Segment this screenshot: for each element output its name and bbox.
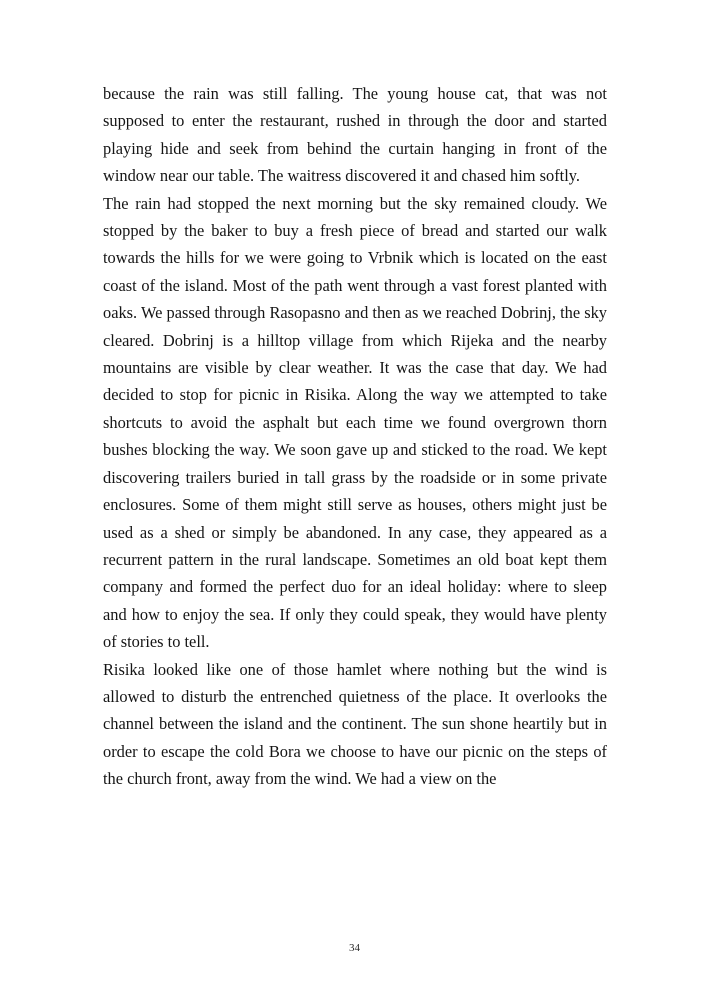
paragraph: because the rain was still falling. The young house cat, that was not supposed to enter the restaurant, rushed in through the door and started playing hide and seek from behind the curtain hanging in front of the window near our table. The waitress discovered it and chased him softly. [103, 84, 607, 186]
body-text-column [103, 80, 607, 793]
page-number: 34 [349, 942, 360, 954]
paragraph: Risika looked like one of those hamlet where nothing but the wind is allowed to disturb the entrenched quietness of the place. It overlooks the channel between the island and the continent. The sun shone heartily but in order to escape the cold Bora we choose to have our picnic on the steps of the church front, away from the wind. We had a view on the [103, 659, 607, 789]
paragraph: The rain had stopped the next morning but the sky remained cloudy. We stopped by the baker to buy a fresh piece of bread and started our walk towards the hills for we were going to Vrbnik which is located on the east coast of the island. Most of the path went through a vast forest planted with oaks. We passed through Rasopasno and then as we reached Dobrinj, the sky cleared. Dobrinj is a hilltop village from which Rijeka and the nearby mountains are visible by clear weather. It was the case that day. We had decided to stop for picnic in Risika. Along the way we attempted to take shortcuts to avoid the asphalt but each time we found overgrown thorn bushes blocking the way. We soon gave up and sticked to the road. We kept discovering trailers buried in tall grass by the roadside or in some private enclosures. Some of them might still serve as houses, others might just be used as a shed or simply be abandoned. In any case, they appeared as a recurrent pattern in the rural landscape. Sometimes an old boat kept them company and formed the perfect duo for an ideal holiday: where to sleep and how to enjoy the sea. If only they could speak, they would have plenty of stories to tell. [103, 193, 607, 652]
